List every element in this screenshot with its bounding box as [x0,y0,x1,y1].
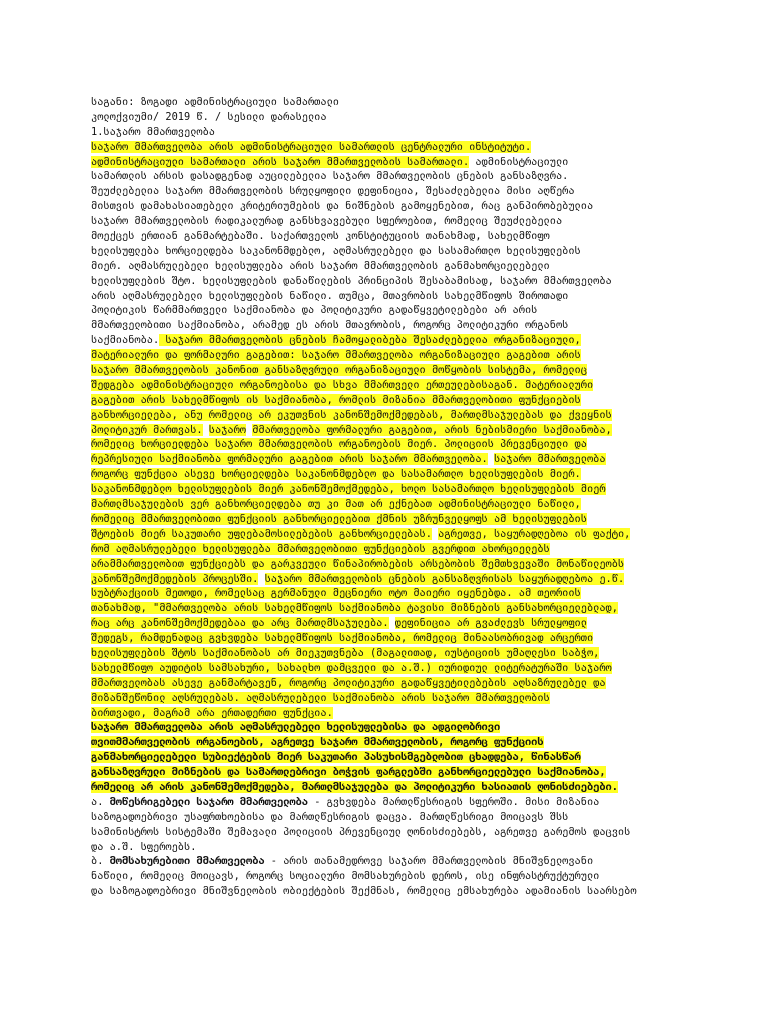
text-span: შეუძლებელია საჯარო მმართველობის სრულყოფილი დეფინიცია, შესაძლებელია მისი აღწერა [91,185,575,198]
text-line [91,259,692,274]
text-line [91,214,692,229]
text-line [91,482,692,497]
highlighted-text: მართლმსაჯულების ვერ განხორციელდება თუ კი მათ არ ექნებათ ადმინისტრაციული ნაწილი, [91,498,581,511]
text-line [91,840,692,855]
text-line [91,631,692,646]
text-line [91,869,692,884]
highlighted-text: საჯარო მმართველობის ცნების განსაზღვრისას საყურადღებოა ე.წ. [264,572,625,585]
highlighted-text: რომ აღმასრულებელი ხელისუფლება მმართველობითი ფუნქციების გვერდით ახორციელებს [91,542,550,555]
highlighted-text: განხორციელება, ანუ რომელიც არ ეკუთვნის კანონშემოქმედებას, მართლმსაჯულებას და ქვეყნის [91,408,612,421]
highlighted-text: განმახორციელებელი სუბიექტების მიერ საკუთარი პასუხისმგებლობით ცხადდება, წინასწარ [91,751,581,764]
text-span: მომსახურებითი მმართველობა [109,855,265,868]
text-line [91,437,692,452]
text-line [91,542,692,557]
text-line [91,393,692,408]
text-line [91,557,692,572]
text-span: არის აღმასრულებელი ხელისუფლების ნაწილი. თუმცა, მთავრობის სახელმწიფოს შიროთადი [91,289,569,302]
highlighted-text: სუბტრაქციის მეთოდი, რომელსაც გერმანული მეცნიერი ოტო მაიერი იყენებდა. ამ თეორიის [91,587,581,600]
highlighted-text: კანონშემოქმედების პროცესში. [91,572,259,585]
text-span: პოლიტიკის წარმმართველი საქმიანობა და პოლიტიკური გადაწყვეტილებები არ არის [91,304,538,317]
highlighted-text: ბირთვადი, მაგრამ არა ერთადერთი ფუნქცია. [91,706,333,719]
highlighted-text: საკანონმდებლო ხელისუფლების მიერ კანონშემოქმედება, ხოლო სასამართლო ხელისუფლების მიერ [91,483,606,496]
text-span: ხელისუფლება ხორციელდება საკანონმდებლო, აღმასრულებელი და სასამართლო ხელისუფლების [91,244,581,257]
text-line [91,184,692,199]
highlighted-text: რომელიც არ არის კანონშემოქმედება, მართლმსაჯულება და პოლიტიკური ხასიათის ღონისძიებები. [91,780,618,793]
text-line [91,303,692,318]
text-span: სამართლის არსის დასადგენად აუცილებელია საჯარო მმართველობის ცნების განსაზღვრა. [91,170,569,183]
highlighted-text: თანახმად, "მმართველობა არის სახელმწიფოს საქმიანობა ტავისი მიზნების განსახორციელებლად, [91,602,618,615]
text-line [91,378,692,393]
text-line [91,95,692,110]
text-span [203,424,209,436]
text-span: და საზოგადოებრივი მნიშვნელობის ობიექტების შექმნას, რომელიც ემსახურება ადამიანის საარსებო [91,885,637,898]
text-line [91,244,692,259]
text-line [91,601,692,616]
text-line [91,616,692,631]
highlighted-text: გაგებით არის სახელმწიფოს ის საქმიანობა, რომლის მიზანია მმართველობითი ფუნქციების [91,393,581,406]
text-line [91,825,692,840]
highlighted-text: საჯარო [208,423,246,436]
text-line [91,363,692,378]
text-line [91,572,692,587]
text-line [91,125,692,140]
text-line [91,676,692,691]
highlighted-text: შედგება ადმინისტრაციული ორგანოებისა და სხვა მმართველი ერთეულებისაგან. მატერიალური [91,378,594,391]
text-line [91,110,692,125]
text-span: ხელისუფლების შტო. ხელისუფლების დანაწილების პრინციპის შესაბამისად, საჯარო მმართველობა [91,274,612,287]
highlighted-text: მატერიალური და ფორმალური გაგებით: საჯარო მმართველობა ორგანიზაციული გაგებით არის [91,349,581,362]
text-line [91,720,692,735]
text-line [91,810,692,825]
text-line [91,646,692,661]
text-line [91,706,692,721]
text-span: საზოგადოებრივი უსაფრთხოებისა და მართლწესრიგის დაცვა. მართლწესრიგი მოიცავს შსს [91,810,569,823]
highlighted-text: საჯარო მმართველობა [493,453,606,466]
highlighted-text: საჯარო მმართველობის კანონით განსაზღვრული ორგანიზაციული მოწყობის სისტემა, რომელიც [91,364,587,377]
highlighted-text: რომელიც მმართველობითი ფუნქციის განხორციელებით ქმნის უზრუნველყოფს ამ ხელისუფლების [91,512,587,525]
highlighted-text: განსაზღვრული მიზნების და სამართლებრივი ბოჭვის ფარგლებში განხორციელებული საქმიანობა, [91,766,606,779]
text-span: სამინისტროს სისტემაში შემავალი პოლიციის პრევენციულ ღონისძიებებს, აგრეთვე გარემოს დაცვის [91,825,631,838]
text-line [91,884,692,899]
highlighted-text: საჯარო მმართველობის ცნების ჩამოყალიბება შესაძლებელია ორგანიზაციული, [159,334,581,347]
text-line [91,467,692,482]
text-line [91,795,692,810]
text-line [91,140,692,155]
text-line [91,155,692,170]
highlighted-text: რაც არც კანონშემოქმედებაა და არც მართლმსაჯულება. [91,617,389,630]
text-line [91,199,692,214]
text-span: მიერ. აღმასრულებელი ხელისუფლება არის საჯარო მმართველობის განმახორციელებელი [91,259,550,272]
text-line [91,854,692,869]
highlighted-text: არამმართველობით ფუნქციებს და გარკვეული წინაპირობების არსებობის შემთხვევაში მონაწილეობს [91,557,625,570]
text-line [91,527,692,542]
text-span: კოლოქვიუმი/ 2019 წ. / სესილი დარასელია [91,110,327,123]
text-span: ადმინისტრაციული [469,155,569,168]
highlighted-text: რომელიც ხორციელდება საჯარო მმართველობის ორგანოების მიერ. პოლიციის პრევენციული და [91,438,587,451]
text-span: საგანი: ზოგადი ადმინისტრაციული სამართალი [91,96,339,108]
text-span: საქმიანობა. [91,334,160,347]
highlighted-text: მმართველობას ასევე განმარტავენ, როგორც პოლიტიკური გადაწყვეტილებების აღსაზრულებელ და [91,676,606,689]
text-line [91,289,692,304]
text-line [91,765,692,780]
highlighted-text: პოლიტიკურ მართვას. [91,423,203,436]
text-line [91,750,692,765]
text-line [91,780,692,795]
text-line [91,452,692,467]
text-line [91,661,692,676]
text-span: ბ. [91,855,110,868]
highlighted-text: ადმინისტრაციული სამართალი არის საჯარო მმართველობის სამართალი. [91,155,470,168]
text-line [91,348,692,363]
highlighted-text: მმართველობა ფორმალური გაგებით, არის ნებისმიერი საქმიანობა, [252,423,612,436]
highlighted-text: აგრეთვე, საყურადღებოა ის ფაქტი, [438,527,631,540]
text-span: 1.საჯარო მმართველობა [91,125,215,138]
text-span: საჯარო მმართველობის რადიკალურად განსხვავებული სფეროებით, რომელიც შეუძლებელია [91,215,563,228]
highlighted-text: ხელისუფლების შტოს საქმიანობას არ მიეკუთვნება (მაგალითად, იუსტიციის უმაღლესი საბჭო, [91,646,600,659]
text-span: ნაწილი, რომელიც მოიცავს, როგორც სოციალური მომსახურების დეროს, ისე ინფრასტრუქტურული [91,870,600,883]
text-line [91,169,692,184]
highlighted-text: მიზანშეწონილ აღსრულებას. აღმასრულებელი საქმიანობა არის საჯარო მმართველობის [91,691,550,704]
text-line [91,586,692,601]
text-span: - არის თანამედროვე საჯარო მმართველობის მნიშვნელოვანი [264,855,594,868]
text-span: მისთვის დამახასიათებელი კრიტერიუმების და ნიშნების გამოყენებით, რაც განპირობებულია [91,200,594,213]
highlighted-text: როგორც ფუნქცია ასევე ხორციელდება საკანონმდებლო და სასამართლო ხელისუფლების მიერ. [91,468,581,481]
text-line [91,333,692,348]
text-line [91,512,692,527]
text-line [91,497,692,512]
text-line [91,408,692,423]
text-line [91,318,692,333]
text-span: და ა.შ. სფეროებს. [91,840,197,853]
highlighted-text: დეფინიცია არ გვაძლევს სრულყოფილ [394,617,587,630]
text-line [91,229,692,244]
highlighted-text: სახელმწიფო აუდიტის სამსახური, სახალხო დამცველი და ა.შ.) იურიდიულ ლიტერატურაში საჯარო [91,661,612,674]
text-line [91,735,692,750]
text-line [91,691,692,706]
highlighted-text: შტოების მიერ საკუთარი უფლებამოსილებების განხორციელებას. [91,527,432,540]
text-span: მმართველობითი საქმიანობა, არამედ ეს არის მთავრობის, როგორც პოლიტიკური ორგანოს [91,319,569,332]
text-span: ა. [91,795,110,808]
text-span [258,573,264,585]
text-span: მოექცეს ერთიან განმარტებაში. საქართველოს კონსტიტუციის თანახმად, სახელმწიფო [91,230,550,243]
text-line [91,423,692,438]
highlighted-text: თვითმმართველობის ორგანოების, აგრეთვე საჯარო მმართველობის, როგორც ფუნქციის [91,736,544,749]
highlighted-text: საჯარო მმართველობა არის აღმასრულებელი ხელისუფლებისა და ადგილობრივი [91,721,501,734]
text-span: - გვხვდება მართლწესრიგის სფეროში. მისი მიზანია [308,795,600,808]
text-line [91,274,692,289]
text-span: მოწესრიგებელი საჯარო მმართველობა [109,795,308,808]
highlighted-text: საჯარო მმართველობა არის ადმინისტრაციული სამართლის ცენტრალური ინსტიტუტი. [91,140,532,153]
highlighted-text: შედეგს, რამდენადაც გვხვდება სახელმწიფოს საქმიანობა, რომელიც მინაასობრივად არცერთი [91,632,594,645]
highlighted-text: რეპრესიული საქმიანობა ფორმალური გაგებით არის საჯარო მმართველობა. [91,453,488,466]
text-span [389,617,395,629]
